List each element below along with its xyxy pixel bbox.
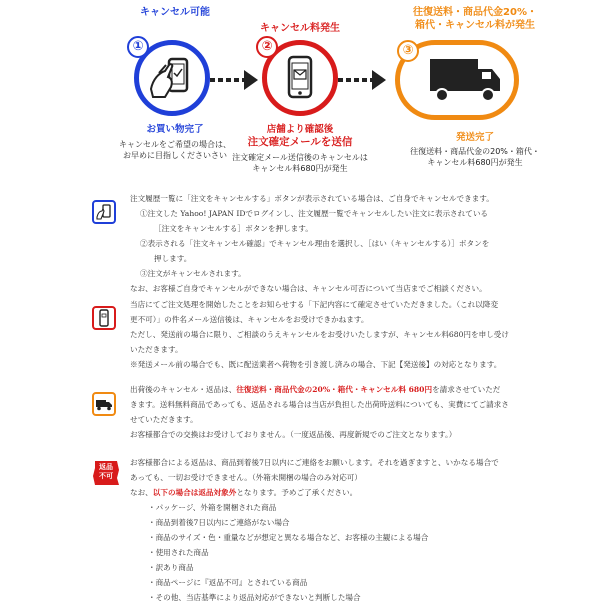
list-item: ・商品のサイズ・色・重量などが想定と異なる場合など、お客様の主観による場合 (148, 533, 429, 542)
section-1-tap-icon (92, 200, 116, 224)
step-3-label: 発送完了 (455, 132, 494, 143)
list-item: ・その他、当店基準により返品対応ができないと判断した場合 (148, 593, 361, 602)
section-1-text: 注文履歴一覧に「注文をキャンセルする」ボタンが表示されている場合は、ご自身でキャンセルできます。 ①注文した Yahoo! JAPAN IDでログインし、注文履歴一覧でキャンセルしたい注文に表示されている ［注文をキャンセルする］ボタンを押します。 ②表示される「注文キャンセル確認」でキャンセル理由を選択し、［はい（キャンセルする）］ボタンを 押します。 ③注文がキャンセルされます。 なお、お客様ご自身でキャンセルができない場合は、キャンセル可否について当店までご相談ください。 (130, 194, 494, 293)
step-1-number: ① (127, 36, 149, 58)
step-2-note: 注文確定メール送信後のキャンセルは キャンセル料680円が発生 (232, 153, 368, 173)
step-3-number: ③ (397, 40, 419, 62)
list-item: ・使用された商品 (148, 548, 209, 557)
step-3-note: 往復送料・商品代金の20%・箱代・ キャンセル料680円が発生 (410, 147, 540, 167)
section-3-truck-icon (92, 392, 116, 416)
step-3 (375, 0, 575, 190)
step-1-note: キャンセルをご希望の場合は、 お早めに目指しくださいさい (119, 140, 231, 160)
no-return-stamp-icon: 返品 不可 (92, 458, 120, 488)
section-2-phone-icon (92, 306, 116, 330)
list-item: ・パッケージ、外箱を開梱された商品 (148, 503, 277, 512)
section-2-text: 当店にてご注文処理を開始したことをお知らせする「下記内容にて確定させていただきました。（これ以降変 更不可）」の件名メール送信後は、キャンセルをお受けできかねます。 ただし、発送前の場合に限り、ご相談のうえキャンセルをお受けいたしますが、キャンセル料680円を申し受け いただきます。 ※発送メール前の場合でも、既に配送業者へ荷物を引き渡し済みの場合、下記【発送後】の対応となります。 (130, 300, 509, 369)
step-2-number: ② (256, 36, 278, 58)
list-item: ・商品到着後7日以内にご連絡がない場合 (148, 518, 290, 527)
section-4-text: お客様都合による返品は、商品到着後7日以内にご連絡をお願いします。それを過ぎますと、いかなる場合で あっても、一切お受けできません。（外箱未開梱の場合のみ対応可） なお、以下の場合は返品対象外となります。予めご了承ください。 ・パッケージ、外箱を開梱された商品 ・商品到着後7日以内にご連絡がない場合 ・商品のサイズ・色・重量などが想定と異なる場合など、お客様の主観による場合 ・使用された商品 ・訳あり商品 ・商品ページに『返品不可』とされている商品 ・その他、当店基準により返品対応ができないと判断した場合 (130, 455, 590, 605)
section-3-text: 出荷後のキャンセル・返品は、往復送料・商品代金の20%・箱代・キャンセル料 680円を請求させていただ きます。送料無料商品であっても、返品される場合は当店が負担した出荷時送料についても、実費にてご請求さ せていただきます。 お客様都合での交換はお受けしておりません。（一度返品後、再度新規でのご注文となります。） (130, 385, 509, 439)
step-1-label: お買い物完了 (146, 124, 204, 135)
step-2 (200, 0, 400, 190)
list-item: ・商品ページに『返品不可』とされている商品 (148, 578, 308, 587)
step-3-head: 往復送料・商品代金20%・ 箱代・キャンセル料が発生 (413, 7, 537, 31)
step-2-head: キャンセル料発生 (260, 23, 340, 34)
list-item: ・訳あり商品 (148, 563, 194, 572)
step-1-head: キャンセル可能 (140, 7, 210, 18)
step-2-label: 店舗より確認後 注文確定メールを送信 (247, 124, 353, 148)
